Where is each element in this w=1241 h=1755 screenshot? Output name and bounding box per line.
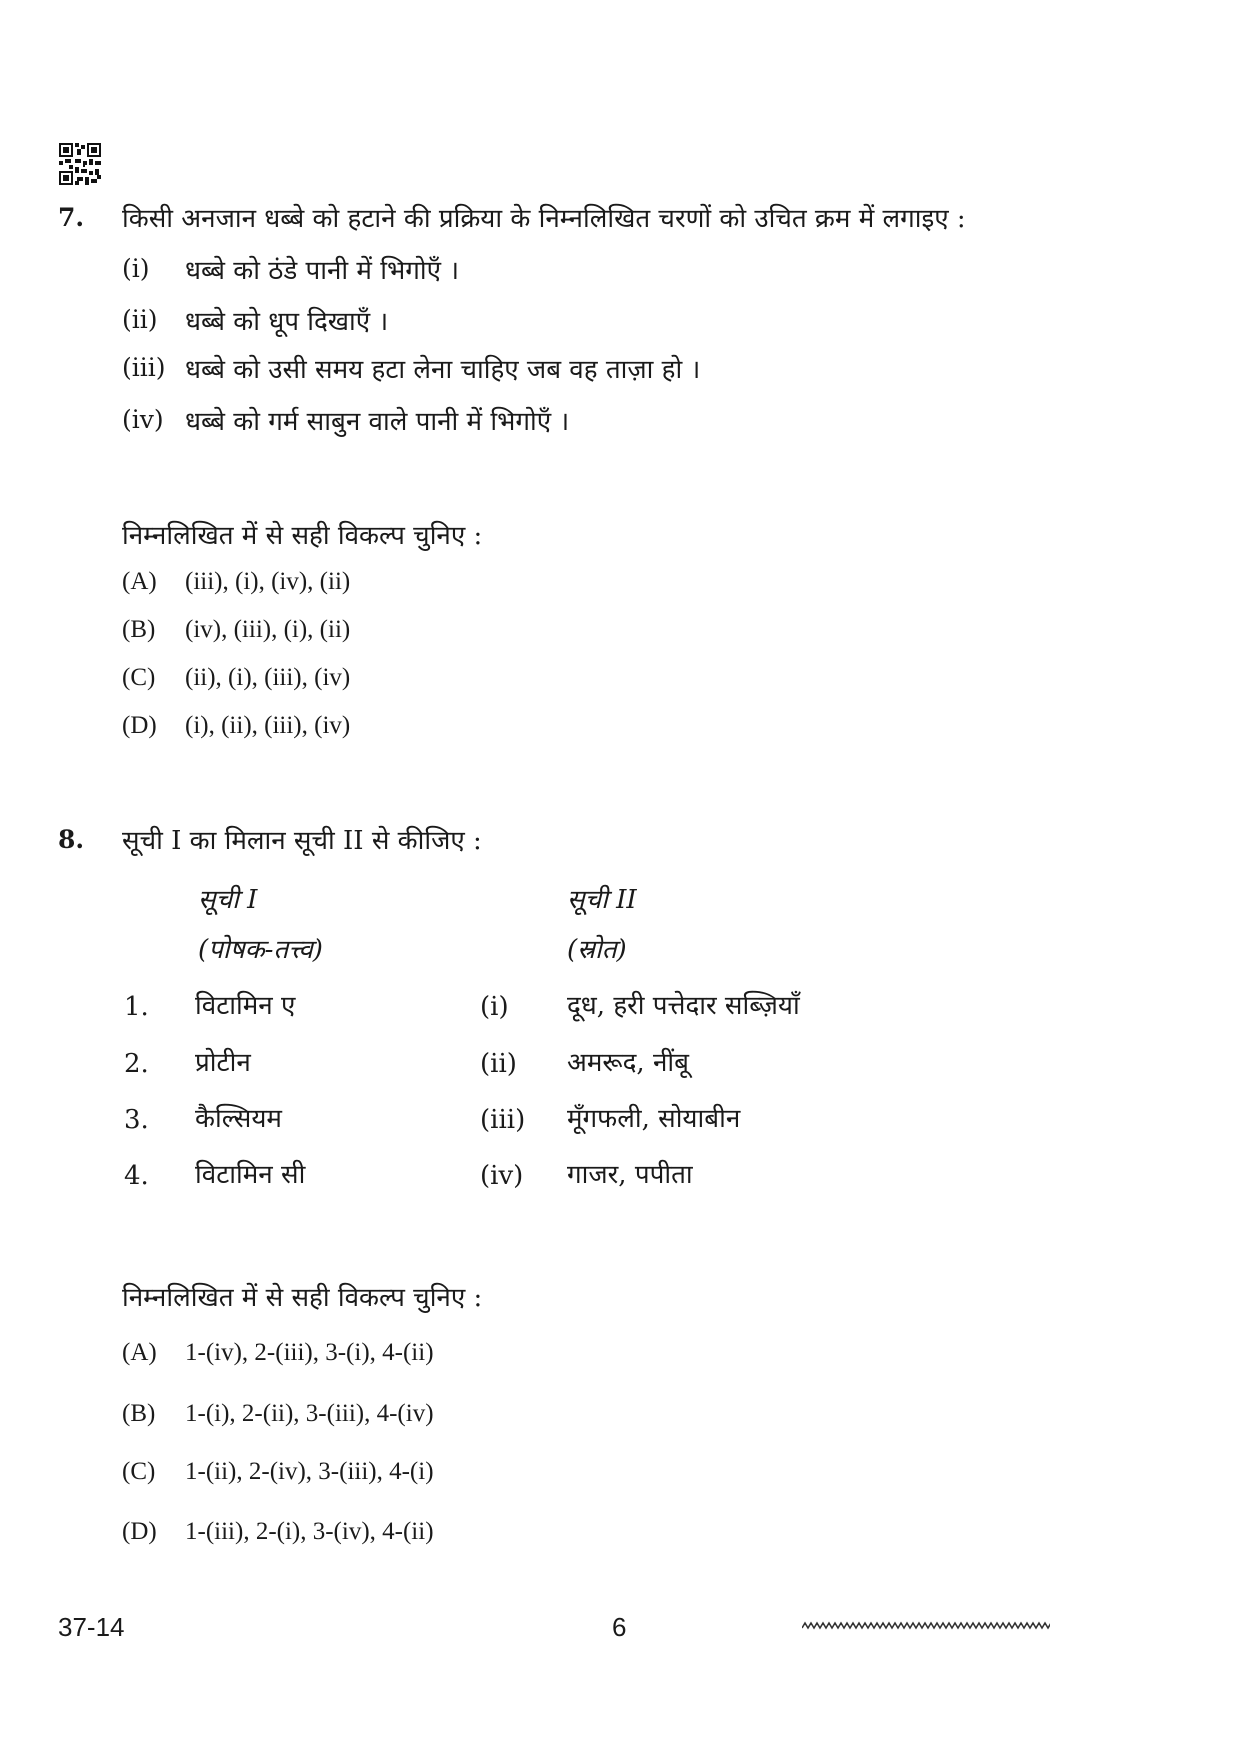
q8-option-a-label[interactable]: (A) <box>122 1339 157 1366</box>
match-row-4-right: गाजर, पपीता <box>567 1160 693 1190</box>
match-row-1-number: 1. <box>124 992 149 1022</box>
q7-option-d-label[interactable]: (D) <box>122 712 157 739</box>
match-row-3-roman: (iii) <box>480 1105 526 1135</box>
q7-option-a-label[interactable]: (A) <box>122 568 157 595</box>
q7-item-3-roman: (iii) <box>122 353 166 382</box>
q7-item-2-roman: (ii) <box>122 305 158 334</box>
match-row-1-roman: (i) <box>480 992 509 1022</box>
list-2-subtitle: (स्रोत) <box>567 935 627 965</box>
q8-option-d-label[interactable]: (D) <box>122 1518 157 1545</box>
q7-item-3-text: धब्बे को उसी समय हटा लेना चाहिए जब वह ताज़ा हो । <box>185 355 701 385</box>
match-row-1-right: दूध, हरी पत्तेदार सब्ज़ियाँ <box>567 991 800 1021</box>
list-2-title: सूची II <box>567 885 637 915</box>
q8-option-a-text[interactable]: 1-(iv), 2-(iii), 3-(i), 4-(ii) <box>185 1339 434 1366</box>
question-7-stem: किसी अनजान धब्बे को हटाने की प्रक्रिया के निम्नलिखित चरणों को उचित क्रम में लगाइए : <box>122 204 966 234</box>
q7-option-c-label[interactable]: (C) <box>122 664 156 691</box>
q8-option-d-text[interactable]: 1-(iii), 2-(i), 3-(iv), 4-(ii) <box>185 1518 434 1545</box>
match-row-2-right: अमरूद, नींबू <box>567 1048 689 1078</box>
q7-option-c-text[interactable]: (ii), (i), (iii), (iv) <box>185 664 351 691</box>
q8-option-b-text[interactable]: 1-(i), 2-(ii), 3-(iii), 4-(iv) <box>185 1400 434 1427</box>
question-8-stem: सूची I का मिलान सूची II से कीजिए : <box>122 826 482 856</box>
q7-item-1-text: धब्बे को ठंडे पानी में भिगोएँ । <box>185 256 460 286</box>
q7-option-a-text[interactable]: (iii), (i), (iv), (ii) <box>185 568 351 595</box>
match-row-3-right: मूँगफली, सोयाबीन <box>567 1104 741 1134</box>
q8-option-c-text[interactable]: 1-(ii), 2-(iv), 3-(iii), 4-(i) <box>185 1458 434 1485</box>
match-row-4-roman: (iv) <box>480 1161 524 1191</box>
paper-code: 37-14 <box>58 1612 125 1642</box>
q7-item-2-text: धब्बे को धूप दिखाएँ । <box>185 307 389 337</box>
match-row-3-number: 3. <box>124 1105 149 1135</box>
q7-item-4-roman: (iv) <box>122 405 164 434</box>
match-row-2-number: 2. <box>124 1049 149 1079</box>
q8-option-b-label[interactable]: (B) <box>122 1400 156 1427</box>
list-1-subtitle: (पोषक-तत्त्व) <box>198 935 323 965</box>
q8-prompt: निम्नलिखित में से सही विकल्प चुनिए : <box>122 1283 483 1313</box>
q8-option-c-label[interactable]: (C) <box>122 1458 156 1485</box>
match-row-2-roman: (ii) <box>480 1049 517 1079</box>
wavy-line-decoration <box>802 1620 1050 1636</box>
q7-item-1-roman: (i) <box>122 254 150 283</box>
match-row-1-left: विटामिन ए <box>195 991 296 1021</box>
list-1-title: सूची I <box>198 885 258 915</box>
page-number: 6 <box>612 1612 627 1642</box>
question-8-number: 8. <box>58 825 85 854</box>
match-row-4-left: विटामिन सी <box>195 1160 306 1190</box>
match-row-4-number: 4. <box>124 1161 149 1191</box>
q7-option-d-text[interactable]: (i), (ii), (iii), (iv) <box>185 712 351 739</box>
match-row-3-left: कैल्सियम <box>195 1104 282 1134</box>
q7-option-b-label[interactable]: (B) <box>122 616 156 643</box>
match-row-2-left: प्रोटीन <box>195 1048 251 1078</box>
qr-code-icon <box>59 143 101 185</box>
q7-option-b-text[interactable]: (iv), (iii), (i), (ii) <box>185 616 351 643</box>
question-7-number: 7. <box>58 203 85 232</box>
q7-item-4-text: धब्बे को गर्म साबुन वाले पानी में भिगोएँ । <box>185 407 570 437</box>
q7-prompt: निम्नलिखित में से सही विकल्प चुनिए : <box>122 521 483 551</box>
